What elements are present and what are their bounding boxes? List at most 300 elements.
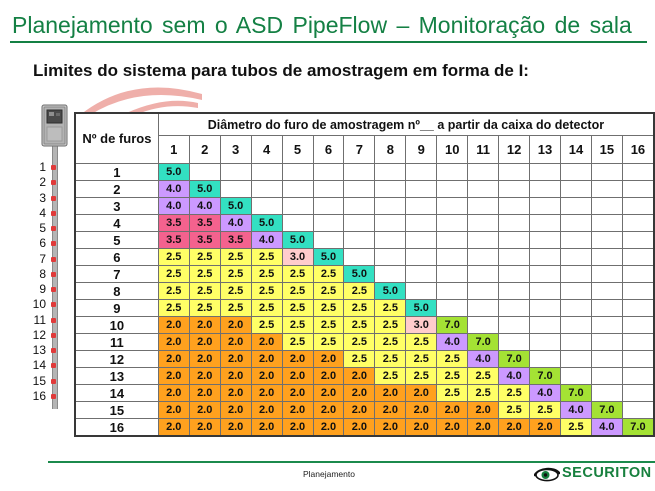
column-number: 11	[468, 136, 499, 164]
diameter-cell: 2.0	[220, 368, 251, 385]
empty-cell	[468, 283, 499, 300]
diameter-cell: 2.5	[220, 300, 251, 317]
empty-cell	[591, 368, 622, 385]
empty-cell	[530, 215, 561, 232]
diameter-cell: 7.0	[437, 317, 468, 334]
diameter-cell: 2.0	[158, 419, 189, 437]
diameter-cell: 2.5	[344, 283, 375, 300]
diameter-cell: 2.5	[437, 385, 468, 402]
sampling-pipe	[52, 146, 58, 409]
diameter-cell: 2.5	[220, 283, 251, 300]
table-row	[75, 402, 654, 419]
diameter-cell: 2.0	[344, 402, 375, 419]
empty-cell	[375, 266, 406, 283]
empty-cell	[530, 198, 561, 215]
empty-cell	[251, 181, 282, 198]
diameter-cell: 2.5	[282, 266, 313, 283]
diameter-cell: 2.0	[189, 317, 220, 334]
empty-cell	[622, 351, 654, 368]
diameter-cell: 4.0	[591, 419, 622, 437]
column-number: 5	[282, 136, 313, 164]
diameter-cell: 2.0	[251, 351, 282, 368]
diameter-cell: 2.5	[313, 283, 344, 300]
empty-cell	[468, 215, 499, 232]
column-number: 1	[158, 136, 189, 164]
empty-cell	[622, 215, 654, 232]
hole-number: 3	[39, 190, 46, 205]
diameter-cell: 2.0	[344, 385, 375, 402]
row-label: 8	[75, 283, 158, 300]
table-row	[75, 283, 654, 300]
empty-cell	[530, 334, 561, 351]
diameter-cell: 2.0	[158, 402, 189, 419]
diameter-cell: 2.0	[189, 385, 220, 402]
diameter-cell: 5.0	[251, 215, 282, 232]
empty-cell	[622, 181, 654, 198]
empty-cell	[282, 215, 313, 232]
column-number: 16	[622, 136, 654, 164]
hole-number: 4	[39, 205, 46, 220]
hole-dot-icon	[51, 302, 56, 307]
empty-cell	[468, 164, 499, 181]
diameter-cell: 2.5	[282, 334, 313, 351]
diameter-cell: 2.5	[313, 300, 344, 317]
row-label: 3	[75, 198, 158, 215]
diameter-cell: 2.0	[251, 402, 282, 419]
diameter-cell: 4.0	[468, 351, 499, 368]
diameter-cell: 3.5	[158, 215, 189, 232]
diameter-cell: 7.0	[622, 419, 654, 437]
diameter-cell: 2.0	[499, 419, 530, 437]
empty-cell	[622, 368, 654, 385]
empty-cell	[344, 181, 375, 198]
slide-title: Planejamento sem o ASD PipeFlow – Monitoração de sala	[12, 12, 632, 38]
empty-cell	[530, 317, 561, 334]
empty-cell	[622, 300, 654, 317]
empty-cell	[591, 300, 622, 317]
empty-cell	[561, 232, 592, 249]
table-row	[75, 334, 654, 351]
row-label: 16	[75, 419, 158, 437]
table-row	[75, 164, 654, 181]
diameter-cell: 2.0	[189, 419, 220, 437]
diameter-cell: 2.5	[437, 351, 468, 368]
diameter-cell: 2.0	[313, 419, 344, 437]
column-number: 14	[561, 136, 592, 164]
empty-cell	[499, 232, 530, 249]
diameter-cell: 4.0	[189, 198, 220, 215]
empty-cell	[561, 334, 592, 351]
empty-cell	[622, 164, 654, 181]
hole-dot-icon	[51, 241, 56, 246]
empty-cell	[313, 215, 344, 232]
column-number: 3	[220, 136, 251, 164]
hole-number: 5	[39, 221, 46, 235]
row-label: 7	[75, 266, 158, 283]
empty-cell	[437, 249, 468, 266]
diameter-cell: 2.0	[158, 317, 189, 334]
empty-cell	[375, 198, 406, 215]
hole-dot-icon	[51, 379, 56, 384]
diameter-cell: 5.0	[282, 232, 313, 249]
diameter-cell: 2.5	[468, 385, 499, 402]
empty-cell	[561, 368, 592, 385]
empty-cell	[622, 198, 654, 215]
empty-cell	[499, 249, 530, 266]
diameter-cell: 2.5	[220, 249, 251, 266]
diameter-cell: 4.0	[251, 232, 282, 249]
column-numbers-row	[75, 136, 654, 164]
footer-divider	[48, 461, 655, 463]
column-number: 9	[406, 136, 437, 164]
diameter-cell: 2.0	[251, 368, 282, 385]
empty-cell	[591, 249, 622, 266]
diameter-cell: 4.0	[437, 334, 468, 351]
diameter-cell: 2.5	[344, 334, 375, 351]
row-label: 1	[75, 164, 158, 181]
empty-cell	[220, 181, 251, 198]
diameter-cell: 2.5	[251, 266, 282, 283]
empty-cell	[437, 181, 468, 198]
swoosh-watermark-icon	[80, 82, 205, 116]
diameter-cell: 2.5	[251, 283, 282, 300]
diameter-cell: 5.0	[158, 164, 189, 181]
table-row	[75, 266, 654, 283]
empty-cell	[561, 164, 592, 181]
empty-cell	[499, 283, 530, 300]
empty-cell	[251, 164, 282, 181]
diameter-cell: 2.0	[189, 402, 220, 419]
row-label: 10	[75, 317, 158, 334]
diameter-cell: 2.0	[220, 334, 251, 351]
diameter-cell: 4.0	[158, 181, 189, 198]
footer-label: Planejamento	[303, 469, 355, 479]
empty-cell	[282, 198, 313, 215]
table-row	[75, 419, 654, 437]
diameter-cell: 2.0	[406, 385, 437, 402]
hole-number: 2	[39, 175, 46, 190]
empty-cell	[344, 164, 375, 181]
hole-number: 11	[33, 312, 46, 327]
empty-cell	[530, 232, 561, 249]
diameter-cell: 4.0	[499, 368, 530, 385]
column-number: 2	[189, 136, 220, 164]
diameter-cell: 3.0	[282, 249, 313, 266]
hole-number: 15	[32, 373, 46, 388]
empty-cell	[313, 232, 344, 249]
diameter-cell: 2.0	[220, 402, 251, 419]
empty-cell	[437, 232, 468, 249]
column-number: 7	[344, 136, 375, 164]
empty-cell	[530, 181, 561, 198]
table-row	[75, 181, 654, 198]
empty-cell	[344, 232, 375, 249]
empty-cell	[437, 164, 468, 181]
diameter-cell: 2.5	[158, 266, 189, 283]
diameter-cell: 5.0	[375, 283, 406, 300]
empty-cell	[561, 198, 592, 215]
diameter-cell: 5.0	[406, 300, 437, 317]
hole-number: 9	[39, 282, 46, 296]
empty-cell	[220, 164, 251, 181]
diameter-cell: 4.0	[561, 402, 592, 419]
empty-cell	[406, 232, 437, 249]
empty-cell	[622, 334, 654, 351]
diameter-cell: 2.0	[158, 368, 189, 385]
empty-cell	[561, 317, 592, 334]
diameter-cell: 2.0	[158, 334, 189, 351]
column-number: 8	[375, 136, 406, 164]
diameter-cell: 2.0	[158, 385, 189, 402]
brand-logo-text: SECURITON	[562, 465, 652, 481]
empty-cell	[406, 215, 437, 232]
column-number: 12	[499, 136, 530, 164]
table-row	[75, 368, 654, 385]
detector-box-icon	[41, 104, 69, 148]
diameter-cell: 2.5	[282, 300, 313, 317]
diameter-cell: 2.5	[251, 317, 282, 334]
diameter-cell: 2.5	[189, 300, 220, 317]
empty-cell	[251, 198, 282, 215]
empty-cell	[499, 334, 530, 351]
diameter-cell: 2.0	[220, 351, 251, 368]
diameter-cell: 2.0	[282, 368, 313, 385]
diameter-cell: 2.5	[282, 317, 313, 334]
empty-cell	[530, 300, 561, 317]
empty-cell	[344, 198, 375, 215]
row-label: 4	[75, 215, 158, 232]
diameter-cell: 2.5	[313, 334, 344, 351]
diameter-cell: 2.5	[375, 351, 406, 368]
diameter-cell: 2.5	[375, 334, 406, 351]
empty-cell	[591, 164, 622, 181]
empty-cell	[468, 266, 499, 283]
empty-cell	[468, 317, 499, 334]
empty-cell	[499, 198, 530, 215]
empty-cell	[499, 317, 530, 334]
row-label: 12	[75, 351, 158, 368]
hole-number: 16	[32, 388, 46, 403]
empty-cell	[591, 232, 622, 249]
row-label: 11	[75, 334, 158, 351]
empty-cell	[622, 249, 654, 266]
hole-number: 10	[32, 297, 46, 312]
column-number: 4	[251, 136, 282, 164]
row-label: 2	[75, 181, 158, 198]
diameter-cell: 2.0	[313, 402, 344, 419]
diameter-cell: 2.5	[344, 317, 375, 334]
diameter-cell: 2.5	[158, 300, 189, 317]
hole-dot-icon	[51, 272, 56, 277]
diameter-cell: 2.5	[499, 385, 530, 402]
empty-cell	[406, 181, 437, 198]
diameter-cell: 2.5	[406, 368, 437, 385]
empty-cell	[530, 266, 561, 283]
empty-cell	[591, 334, 622, 351]
row-label: 14	[75, 385, 158, 402]
hole-number: 13	[32, 343, 46, 357]
table-body	[75, 164, 654, 437]
diameter-cell: 2.0	[468, 419, 499, 437]
diameter-cell: 2.5	[406, 334, 437, 351]
empty-cell	[561, 215, 592, 232]
diameter-cell: 2.5	[375, 368, 406, 385]
diameter-cell: 5.0	[220, 198, 251, 215]
diameter-cell: 2.0	[375, 385, 406, 402]
empty-cell	[437, 198, 468, 215]
hole-number: 6	[39, 236, 46, 251]
empty-cell	[468, 181, 499, 198]
hole-dot-icon	[51, 333, 56, 338]
empty-cell	[622, 266, 654, 283]
empty-cell	[499, 266, 530, 283]
diameter-cell: 2.0	[437, 419, 468, 437]
diameter-cell: 5.0	[344, 266, 375, 283]
securiton-eye-icon	[534, 466, 560, 482]
empty-cell	[530, 283, 561, 300]
hole-number: 1	[39, 160, 46, 174]
diameter-cell: 2.0	[282, 385, 313, 402]
empty-cell	[313, 181, 344, 198]
diameter-cell: 2.0	[530, 419, 561, 437]
empty-cell	[499, 164, 530, 181]
diameter-cell: 7.0	[468, 334, 499, 351]
empty-cell	[406, 249, 437, 266]
diameter-cell: 7.0	[499, 351, 530, 368]
row-label: 5	[75, 232, 158, 249]
empty-cell	[591, 351, 622, 368]
empty-cell	[313, 164, 344, 181]
empty-cell	[375, 181, 406, 198]
empty-cell	[499, 215, 530, 232]
column-number: 10	[437, 136, 468, 164]
hole-number: 8	[39, 266, 46, 281]
diameter-cell: 2.5	[313, 317, 344, 334]
diameter-cell: 2.5	[530, 402, 561, 419]
diameter-cell: 7.0	[530, 368, 561, 385]
diameter-cell: 2.0	[189, 351, 220, 368]
empty-cell	[499, 300, 530, 317]
diameter-cell: 2.0	[251, 385, 282, 402]
table-row	[75, 351, 654, 368]
hole-dot-icon	[51, 318, 56, 323]
empty-cell	[437, 215, 468, 232]
empty-cell	[437, 266, 468, 283]
hole-dot-icon	[51, 196, 56, 201]
diameter-cell: 3.5	[189, 215, 220, 232]
column-number: 13	[530, 136, 561, 164]
empty-cell	[561, 266, 592, 283]
diameter-cell: 2.5	[468, 368, 499, 385]
hole-number: 7	[39, 251, 46, 266]
hole-dot-icon	[51, 180, 56, 185]
empty-cell	[622, 402, 654, 419]
diameter-cell: 3.0	[406, 317, 437, 334]
diameter-cell: 2.0	[344, 368, 375, 385]
diameter-cell: 2.5	[344, 300, 375, 317]
diameter-cell: 2.5	[561, 419, 592, 437]
diameter-cell: 4.0	[158, 198, 189, 215]
empty-cell	[468, 249, 499, 266]
diameter-cell: 2.5	[189, 283, 220, 300]
empty-cell	[622, 317, 654, 334]
diameter-cell: 2.0	[406, 402, 437, 419]
row-label: 15	[75, 402, 158, 419]
diameter-cell: 4.0	[220, 215, 251, 232]
empty-cell	[530, 249, 561, 266]
diameter-cell: 2.0	[468, 402, 499, 419]
diameter-cell: 2.5	[220, 266, 251, 283]
empty-cell	[189, 164, 220, 181]
empty-cell	[468, 300, 499, 317]
empty-cell	[313, 198, 344, 215]
hole-dot-icon	[51, 257, 56, 262]
hole-dot-icon	[51, 348, 56, 353]
column-number: 6	[313, 136, 344, 164]
diameter-cell: 2.0	[251, 334, 282, 351]
empty-cell	[622, 232, 654, 249]
diameter-cell: 2.5	[189, 266, 220, 283]
diameter-cell: 2.5	[375, 317, 406, 334]
empty-cell	[406, 164, 437, 181]
title-underline	[10, 41, 647, 43]
row-label: 6	[75, 249, 158, 266]
empty-cell	[530, 351, 561, 368]
empty-cell	[375, 232, 406, 249]
hole-dot-icon	[51, 287, 56, 292]
hole-number: 14	[32, 358, 46, 373]
empty-cell	[591, 317, 622, 334]
diameter-cell: 2.5	[437, 368, 468, 385]
empty-cell	[437, 300, 468, 317]
empty-cell	[282, 181, 313, 198]
diameter-cell: 2.0	[344, 419, 375, 437]
column-number: 15	[591, 136, 622, 164]
row-label: 13	[75, 368, 158, 385]
diameter-cell: 2.5	[251, 300, 282, 317]
diameter-cell: 2.5	[499, 402, 530, 419]
table-row	[75, 249, 654, 266]
row-label: 9	[75, 300, 158, 317]
diameter-cell: 4.0	[530, 385, 561, 402]
diameter-cell: 2.0	[158, 351, 189, 368]
diameter-cell: 2.5	[375, 300, 406, 317]
empty-cell	[530, 164, 561, 181]
diameter-cell: 3.5	[158, 232, 189, 249]
empty-cell	[591, 266, 622, 283]
empty-cell	[561, 249, 592, 266]
table-row	[75, 385, 654, 402]
slide-subtitle: Limites do sistema para tubos de amostragem em forma de I:	[33, 61, 529, 80]
diameter-cell: 2.5	[406, 351, 437, 368]
diameter-cell: 2.0	[220, 317, 251, 334]
empty-cell	[282, 164, 313, 181]
empty-cell	[406, 283, 437, 300]
table-row	[75, 317, 654, 334]
empty-cell	[591, 181, 622, 198]
hole-dot-icon	[51, 363, 56, 368]
diameter-cell: 7.0	[561, 385, 592, 402]
diameter-cell: 2.5	[158, 249, 189, 266]
table-row	[75, 198, 654, 215]
empty-cell	[344, 215, 375, 232]
diameter-cell: 7.0	[591, 402, 622, 419]
diameter-cell: 5.0	[189, 181, 220, 198]
diameter-cell: 2.0	[220, 385, 251, 402]
empty-cell	[591, 215, 622, 232]
diameter-cell: 2.5	[189, 249, 220, 266]
corner-header: Nº de furos	[75, 113, 158, 164]
